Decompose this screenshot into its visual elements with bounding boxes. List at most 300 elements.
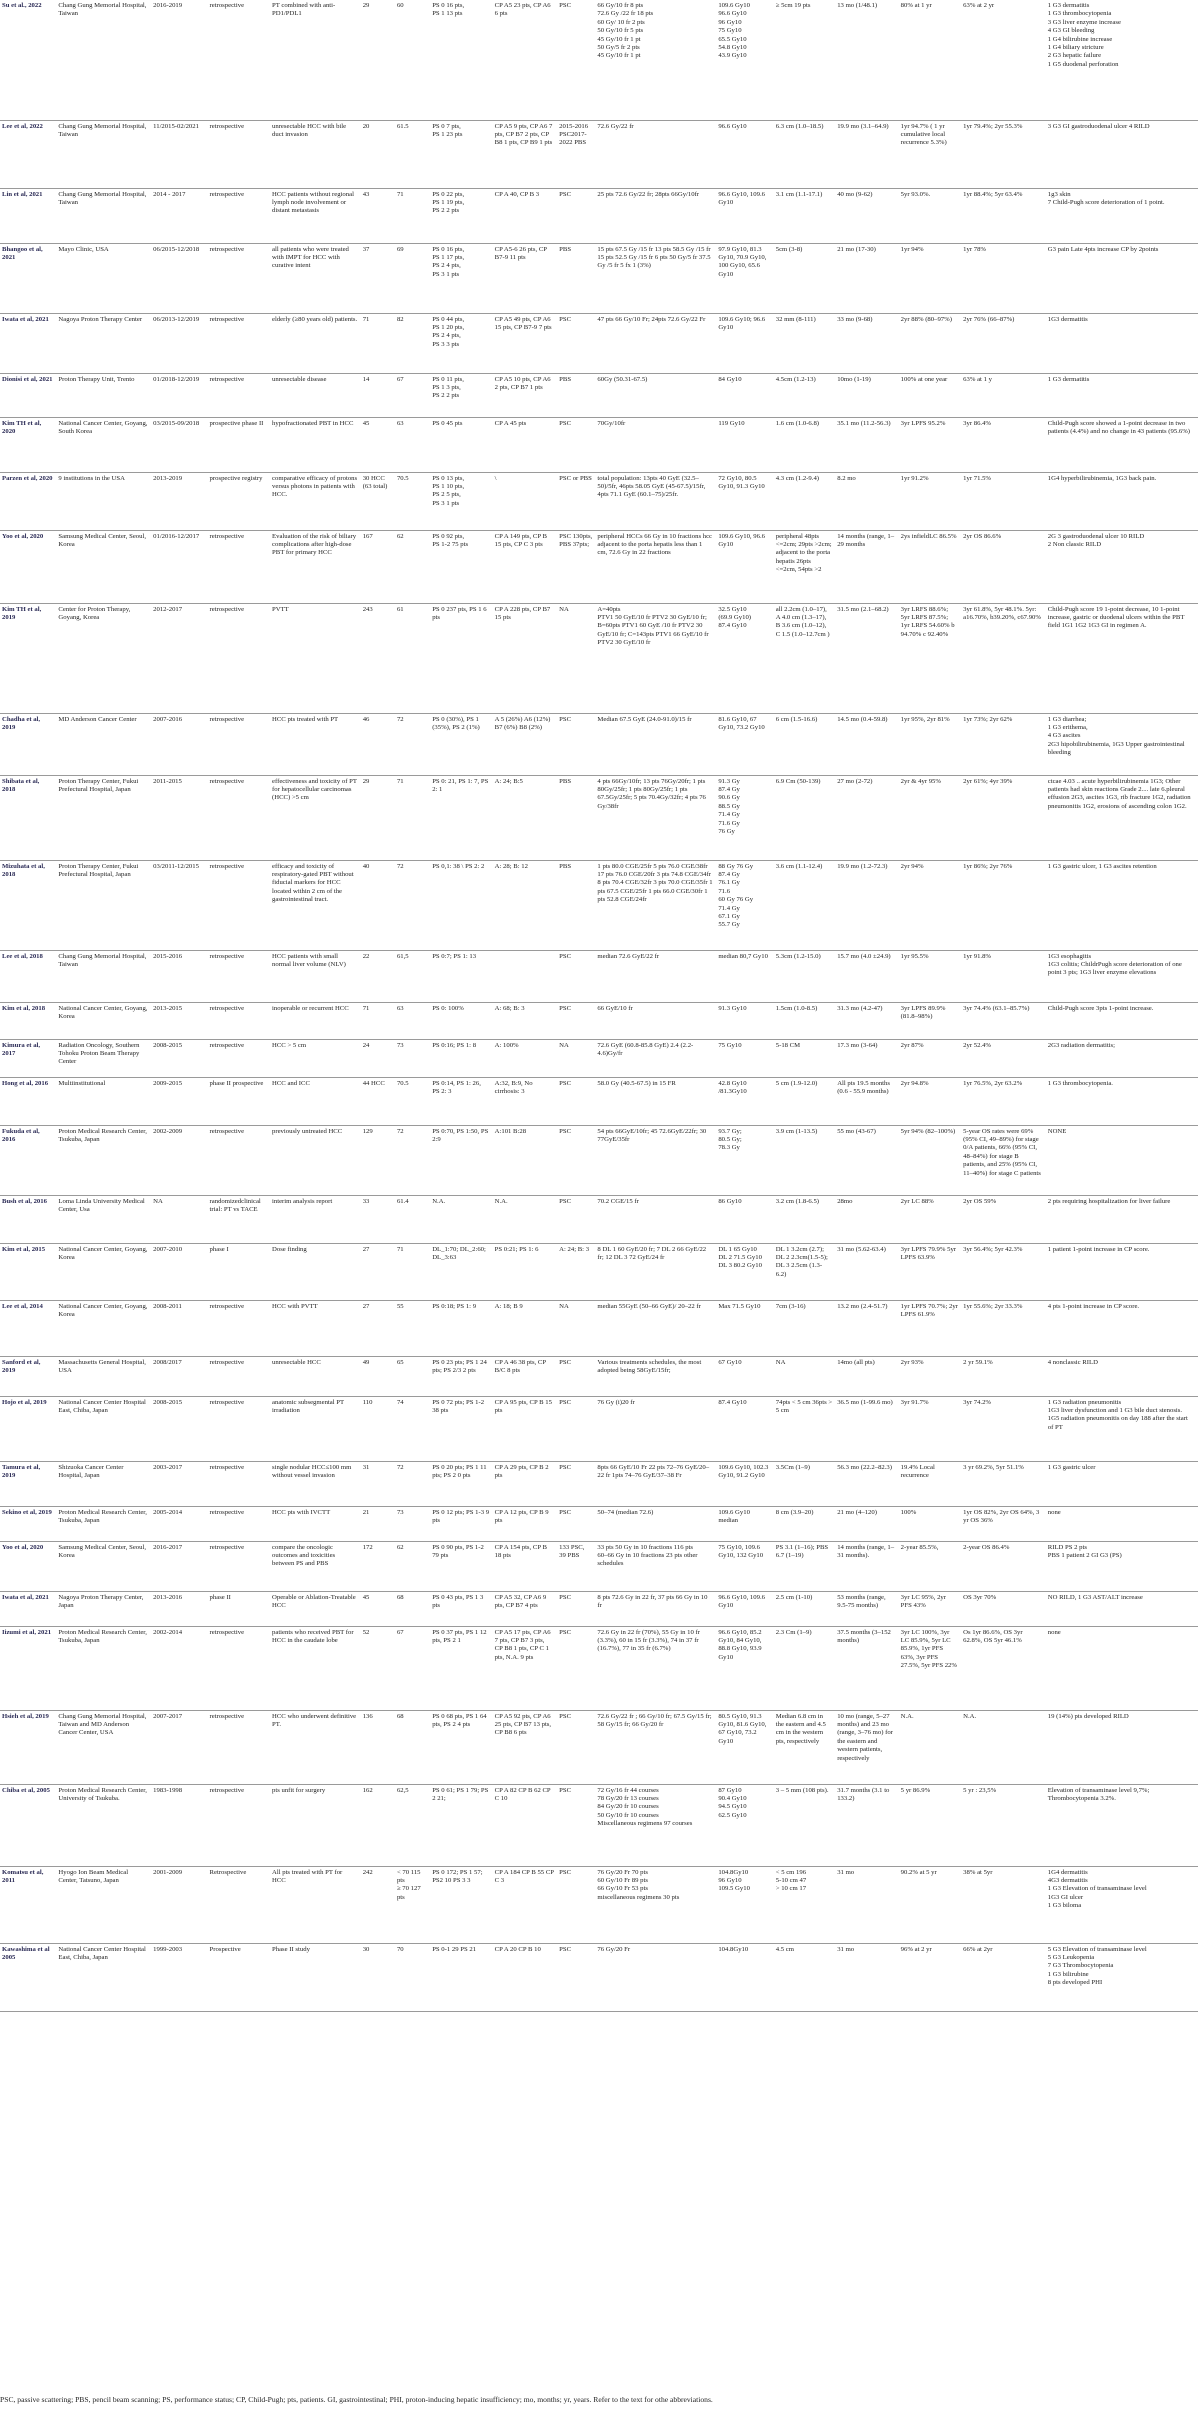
cell-toxicity: NONE [1046,1125,1198,1195]
cell-dose-schedule: median 55GyE (50–66 GyE)/ 20–22 fr [595,1300,716,1356]
cell-follow-up: 19.9 mo (3.1–64.9) [835,120,898,188]
table-row [0,1195,1198,1243]
cell-local-control: 19.4% Local recurrence [899,1461,961,1506]
cell-patients: 45 [361,417,395,472]
cell-performance-status: PS 0 44 pts, PS 1 20 pts, PS 2 4 pts, PS 3 3 pts [430,313,492,373]
cell-technique: PSC [557,1866,595,1943]
cell-age: 72 [395,713,430,775]
table-row [0,1626,1198,1710]
cell-center: Nagoya Proton Therapy Center, Japan [56,1591,151,1626]
cell-study: Mizuhata et al, 2018 [0,860,56,950]
cell-design: retrospective [208,1002,270,1039]
cell-dose-schedule: 72 Gy/16 fr 44 courses 78 Gy/20 fr 13 courses 84 Gy/20 fr 10 courses 50 Gy/10 fr 10 courses Miscellaneous regimens 97 courses [595,1784,716,1866]
cell-patients: 22 [361,950,395,1002]
cell-overall-survival: 2yr OS 59% [961,1195,1046,1243]
cell-dose-schedule: 25 pts 72.6 Gy/22 fr; 28pts 66Gy/10fr [595,188,716,243]
table-row [0,417,1198,472]
cell-tumor-size: 5 cm (1.9-12.0) [774,1077,835,1125]
cell-eqd2: 67 Gy10 [716,1356,773,1396]
cell-eqd2: 109.6 Gy10; 96.6 Gy10 [716,313,773,373]
cell-period: 2013-2015 [151,1002,207,1039]
cell-study: Yoo et al, 2020 [0,530,56,603]
cell-performance-status: PS 0 12 pts; PS 1-3 9 pts [430,1506,492,1541]
table-row [0,1077,1198,1125]
cell-age: 73 [395,1506,430,1541]
cell-dose-schedule: 72.6 GyE (60.8-85.8 GyE) 2.4 (2.2-4.6)Gy/fr [595,1039,716,1077]
cell-center: Center for Proton Therapy, Goyang, Korea [56,603,151,713]
table-row [0,950,1198,1002]
cell-technique: PSC [557,1002,595,1039]
cell-period: 06/2013-12/2019 [151,313,207,373]
cell-toxicity: G3 pain Late 4pts increase CP by 2points [1046,243,1198,313]
cell-toxicity: 1G4 hyperbilirubinemia, 1G3 back pain. [1046,472,1198,530]
cell-dose-schedule: 60Gy (50.31-67.5) [595,373,716,417]
cell-child-pugh: CP A 154 pts, CP B 18 pts [493,1541,557,1591]
cell-follow-up: 28mo [835,1195,898,1243]
cell-technique: PSC [557,0,595,120]
cell-technique: 2015-2016 PSC2017-2022 PBS [557,120,595,188]
cell-age: 62 [395,530,430,603]
cell-patients: 49 [361,1356,395,1396]
cell-child-pugh: A: 68; B: 3 [493,1002,557,1039]
cell-toxicity: 1 G3 thrombocytopenia. [1046,1077,1198,1125]
cell-overall-survival: 66% at 2yr [961,1943,1046,2011]
cell-eqd2: 42.8 Gy10 /81.3Gy10 [716,1077,773,1125]
cell-patients: 40 [361,860,395,950]
cell-population: comparative efficacy of protons versus photons in patients with HCC. [270,472,361,530]
cell-center: Proton Medical Research Center, University of Tsukuba. [56,1784,151,1866]
cell-tumor-size: ≥ 5cm 19 pts [774,0,835,120]
cell-eqd2: Max 71.5 Gy10 [716,1300,773,1356]
cell-local-control: 2-year 85.5%, [899,1541,961,1591]
cell-local-control: 1yr 94% [899,243,961,313]
cell-tumor-size: < 5 cm 196 5-10 cm 47 > 10 cm 17 [774,1866,835,1943]
cell-eqd2: 96.6 Gy10, 109.6 Gy10 [716,188,773,243]
cell-study: Yoo et al, 2020 [0,1541,56,1591]
cell-design: Prospective [208,1943,270,2011]
cell-period: 2007-2016 [151,713,207,775]
cell-toxicity: 5 G3 Elevation of transaminase level 5 G3 Leukopenia 7 G3 Thrombocytopenia 1 G3 bilirubine 8 pts developed PHI [1046,1943,1198,2011]
cell-follow-up: 15.7 mo (4.0 ±24.9) [835,950,898,1002]
cell-child-pugh: CP A5-6 26 pts, CP B7-9 11 pts [493,243,557,313]
cell-local-control: 90.2% at 5 yr [899,1866,961,1943]
table-row [0,1300,1198,1356]
cell-period: 1983-1998 [151,1784,207,1866]
cell-toxicity: Child-Pugh score 19 1-point decrease, 10 1-point increase, gastric or duodenal ulcers within the PBT field 1G1 1G2 1G3 GI in regimen A. [1046,603,1198,713]
table-row [0,1710,1198,1784]
cell-technique: PBS [557,860,595,950]
cell-follow-up: 40 mo (9-62) [835,188,898,243]
cell-performance-status: PS 0 45 pts [430,417,492,472]
cell-patients: 30 HCC (63 total) [361,472,395,530]
cell-study: Hojo et al, 2019 [0,1396,56,1461]
cell-study: Hsieh et al, 2019 [0,1710,56,1784]
cell-technique: A: 24; B: 3 [557,1243,595,1300]
cell-patients: 21 [361,1506,395,1541]
cell-design: prospective phase II [208,417,270,472]
cell-population: elderly (≥80 years old) patients. [270,313,361,373]
cell-patients: 27 [361,1300,395,1356]
cell-technique: PSC [557,950,595,1002]
cell-local-control: 2ys infieldLC 86.5% [899,530,961,603]
cell-patients: 46 [361,713,395,775]
cell-period: 01/2018-12/2019 [151,373,207,417]
cell-performance-status: PS 0 172; PS 1 57; PS2 10 PS 3 3 [430,1866,492,1943]
cell-eqd2: 109.6 Gy10 median [716,1506,773,1541]
cell-local-control: 5yr 93.0%. [899,188,961,243]
cell-follow-up: 55 mo (43-67) [835,1125,898,1195]
table-row [0,1125,1198,1195]
cell-study: Lin et al, 2021 [0,188,56,243]
cell-age: < 70 115 pts ≥ 70 127 pts [395,1866,430,1943]
cell-design: retrospective [208,1461,270,1506]
cell-period: 01/2016-12/2017 [151,530,207,603]
cell-dose-schedule: 76 Gy (i)20 fr [595,1396,716,1461]
cell-patients: 71 [361,1002,395,1039]
cell-toxicity: 1g3 skin 7 Child-Pugh score deterioration of 1 point. [1046,188,1198,243]
cell-patients: 20 [361,120,395,188]
table-row [0,472,1198,530]
cell-technique: PSC [557,1626,595,1710]
cell-age: 67 [395,373,430,417]
cell-follow-up: 13 mo (1/48.1) [835,0,898,120]
cell-population: hypofractionated PBT in HCC [270,417,361,472]
cell-toxicity: none [1046,1506,1198,1541]
cell-design: prospective registry [208,472,270,530]
cell-tumor-size: 5-18 CM [774,1039,835,1077]
cell-study: Dionisi et al, 2021 [0,373,56,417]
cell-design: retrospective [208,1626,270,1710]
cell-tumor-size: NA [774,1356,835,1396]
cell-study: Kim TH et al, 2020 [0,417,56,472]
cell-overall-survival: 2yr 76% (66–87%) [961,313,1046,373]
cell-tumor-size: DL 1 3.2cm (2.7); DL 2 2.3cm(1.5-5); DL 3 2.5cm (1.3-6.2) [774,1243,835,1300]
cell-local-control: 100% at one year [899,373,961,417]
cell-tumor-size: 3.6 cm (1.1-12.4) [774,860,835,950]
cell-overall-survival: 5-year OS rates were 69% (95% CI, 49–89%) for stage 0/A patients, 66% (95% CI, 48–84%) for stage B patients, and 25% (95% CI, 11–40%) for stage C patients [961,1125,1046,1195]
cell-performance-status: PS 0 (30%), PS 1 (35%), PS 2 (1%) [430,713,492,775]
cell-patients: 14 [361,373,395,417]
cell-design: retrospective [208,1300,270,1356]
cell-overall-survival: 1yr 71.5% [961,472,1046,530]
cell-technique: PSC [557,1461,595,1506]
cell-child-pugh: A:32, B:9, No cirrhosis: 3 [493,1077,557,1125]
cell-eqd2: median 80,7 Gy10 [716,950,773,1002]
cell-patients: 136 [361,1710,395,1784]
cell-toxicity: 3 G3 GI gastroduodenal ulcer 4 RILD [1046,120,1198,188]
cell-center: Samsung Medical Center, Seoul, Korea [56,1541,151,1591]
cell-local-control: 3yr LPFS 95.2% [899,417,961,472]
cell-patients: 243 [361,603,395,713]
cell-tumor-size: 5.3cm (1.2-15.0) [774,950,835,1002]
cell-local-control: 96% at 2 yr [899,1943,961,2011]
cell-patients: 45 [361,1591,395,1626]
cell-patients: 30 [361,1943,395,2011]
cell-overall-survival: 1yr OS 82%, 2yr OS 64%, 3 yr OS 36% [961,1506,1046,1541]
cell-overall-survival: 2 yr 59.1% [961,1356,1046,1396]
cell-design: Retrospective [208,1866,270,1943]
cell-tumor-size: 4.5cm (1.2-13) [774,373,835,417]
cell-child-pugh: A:101 B:28 [493,1125,557,1195]
cell-toxicity: 2G3 radiation dermatitis; [1046,1039,1198,1077]
cell-overall-survival: 3yr 86.4% [961,417,1046,472]
cell-age: 70.5 [395,1077,430,1125]
cell-population: Phase II study [270,1943,361,2011]
cell-technique: PSC [557,417,595,472]
cell-design: phase II [208,1591,270,1626]
cell-center: National Cancer Center Hospital East, Chiba, Japan [56,1396,151,1461]
cell-toxicity: 1 G3 dermatitis 1 G3 thrombocytopenia 3 G3 liver enzyme increase 4 G3 GI bleeding 1 G4 bilirubine increase 1 G4 biliary stricture 2 G3 hepatic failure 1 G5 duodenal perforation [1046,0,1198,120]
cell-child-pugh: CP A 45 pts [493,417,557,472]
cell-toxicity: 1 G3 dermatitis [1046,373,1198,417]
cell-study: Iwata et al, 2021 [0,313,56,373]
cell-technique: PSC [557,313,595,373]
cell-technique: 133 PSC, 39 PBS [557,1541,595,1591]
cell-center: Samsung Medical Center, Seoul, Korea [56,530,151,603]
cell-overall-survival: 63% at 2 yr [961,0,1046,120]
cell-eqd2: 93.7 Gy; 80.5 Gy; 78.3 Gy [716,1125,773,1195]
cell-local-control: 2yr 94.8% [899,1077,961,1125]
cell-overall-survival: OS 3yr 70% [961,1591,1046,1626]
cell-design: phase II prospective [208,1077,270,1125]
cell-center: Multiinstitutional [56,1077,151,1125]
cell-period: 03/2015-09/2018 [151,417,207,472]
cell-patients: 162 [361,1784,395,1866]
cell-age: 72 [395,860,430,950]
cell-population: unresectable disease [270,373,361,417]
cell-local-control: 3yr LPFS 79.9% 5yr LPFS 63.9% [899,1243,961,1300]
cell-period: 2003-2017 [151,1461,207,1506]
cell-center: Loma Linda University Medical Center, Usa [56,1195,151,1243]
cell-local-control: 100% [899,1506,961,1541]
cell-tumor-size: 6 cm (1.5-16.6) [774,713,835,775]
cell-population: pts unfit for surgery [270,1784,361,1866]
cell-eqd2: 96.6 Gy10, 109.6 Gy10 [716,1591,773,1626]
cell-toxicity: 1 G3 radiation pneumonitis 1G3 liver dysfunction and 1 G3 bile duct stenosis. 1G5 radiation pneumonitis on day 188 after the start of PT [1046,1396,1198,1461]
cell-dose-schedule: total population: 13pts 40 GyE (32.5–50)/5fr, 46pts 58.05 GyE (45-67.5)/15fr, 4pts 71.1 GyE (60.1–75)/25fr. [595,472,716,530]
cell-period: 11/2015-02/2021 [151,120,207,188]
cell-population: HCC patients without regional lymph node involvement or distant metastasis [270,188,361,243]
cell-follow-up: 14 months (range, 1–29 months [835,530,898,603]
cell-design: retrospective [208,1784,270,1866]
cell-center: Proton Medical Research Center, Tsukuba, Japan [56,1626,151,1710]
cell-center: Proton Therapy Center, Fukui Prefectural Hospital, Japan [56,775,151,860]
cell-dose-schedule: 8 DL 1 60 GyE/20 fr; 7 DL 2 66 GyE/22 fr; 12 DL 3 72 GyE/24 fr [595,1243,716,1300]
cell-technique: PSC [557,1710,595,1784]
cell-population: single nodular HCC≤100 mm without vessel invasion [270,1461,361,1506]
cell-local-control: 1yr 91.2% [899,472,961,530]
cell-study: Chadha et al, 2019 [0,713,56,775]
cell-local-control: 2yr & 4yr 95% [899,775,961,860]
cell-dose-schedule: peripheral HCCs 66 Gy in 10 fractions hcc adjacent to the porta hepatis less than 1 cm, 72.6 Gy in 22 fractions [595,530,716,603]
cell-dose-schedule: 72.6 Gy/22 fr [595,120,716,188]
cell-dose-schedule: A=40pts PTV1 50 GyE/10 fr PTV2 30 GyE/10 fr; B=60pts PTV1 60 GyE /10 fr PTV2 30 GyE/10 fr; C=143pts PTV1 66 GyE/10 fr PTV2 30 GyE/10 fr [595,603,716,713]
cell-design: retrospective [208,188,270,243]
cell-study: Lee et al, 2014 [0,1300,56,1356]
cell-center: Chang Gung Memorial Hospital, Taiwan [56,950,151,1002]
cell-dose-schedule: 70Gy/10fr [595,417,716,472]
table-row [0,188,1198,243]
cell-local-control: 3yr LRFS 88.6%; 5yr LRFS 87.5%; 1yr LRFS 54.60% b 94.70% c 92.40% [899,603,961,713]
cell-population: efficacy and toxicity of respiratory-gated PBT without fiducial markers for HCC located within 2 cm of the gastrointestinal tract. [270,860,361,950]
cell-patients: 52 [361,1626,395,1710]
cell-eqd2: 81.6 Gy10, 67 Gy10, 73.2 Gy10 [716,713,773,775]
cell-child-pugh: CP A 228 pts, CP B7 15 pts [493,603,557,713]
cell-follow-up: 8.2 mo [835,472,898,530]
cell-center: National Cancer Center, Goyang, South Korea [56,417,151,472]
cell-toxicity: ctcae 4.03 .. acute hyperbilirubinemia 1G3; Other patients had skin reactions Grade 2.... late 6.pleural effusion 2G3, ascites 1G3, rib fracture 1G2, radiation pneumonitis 1G2, erosions of ascending colon 1G2. [1046,775,1198,860]
cell-design: retrospective [208,120,270,188]
cell-period: 2014 - 2017 [151,188,207,243]
cell-follow-up: 14mo (all pts) [835,1356,898,1396]
table-row [0,313,1198,373]
cell-center: Chang Gung Memorial Hospital, Taiwan [56,120,151,188]
cell-age: 71 [395,188,430,243]
cell-population: Evaluation of the risk of biliary complications after high-dose PBT for primary HCC [270,530,361,603]
cell-patients: 27 [361,1243,395,1300]
cell-toxicity: 1G3 dermatitis [1046,313,1198,373]
cell-overall-survival: 1yr 73%; 2yr 62% [961,713,1046,775]
cell-study: Kimura et al, 2017 [0,1039,56,1077]
cell-population: patients who received PBT for HCC in the caudate lobe [270,1626,361,1710]
cell-study: Sekino et al, 2019 [0,1506,56,1541]
cell-patients: 129 [361,1125,395,1195]
cell-eqd2: 96.6 Gy10, 85.2 Gy10, 84 Gy10, 88.8 Gy10, 93.9 Gy10 [716,1626,773,1710]
cell-follow-up: 10 mo (range, 5–27 months) and 23 mo (range, 3–76 mo) for the eastern and western patients, respectively [835,1710,898,1784]
cell-center: Massachusetts General Hospital, USA [56,1356,151,1396]
cell-dose-schedule: Various treatments schedules, the most adopted being 58GyE/15fr; [595,1356,716,1396]
cell-follow-up: 14.5 mo (0.4-59.8) [835,713,898,775]
cell-patients: 242 [361,1866,395,1943]
cell-technique: PBS [557,373,595,417]
cell-overall-survival: 2yr 52.4% [961,1039,1046,1077]
cell-tumor-size: peripheral 48pts <=2cm; 29pts >2cm; adjacent to the porta hepatis 26pts <=2cm, 54pts >2 [774,530,835,603]
cell-patients: 110 [361,1396,395,1461]
cell-overall-survival: Os 1yr 86.6%, OS 3yr 62.8%, OS 5yr 46.1% [961,1626,1046,1710]
cell-child-pugh: A: 28; B: 12 [493,860,557,950]
cell-design: retrospective [208,1541,270,1591]
cell-period: 2016-2017 [151,1541,207,1591]
cell-technique: PSC or PBS [557,472,595,530]
cell-local-control: N.A. [899,1710,961,1784]
cell-technique: PSC [557,1784,595,1866]
cell-overall-survival: 2-year OS 86.4% [961,1541,1046,1591]
table-row [0,243,1198,313]
cell-tumor-size: 3.2 cm (1.8-6.5) [774,1195,835,1243]
cell-population: HCC > 5 cm [270,1039,361,1077]
cell-tumor-size: 4.5 cm [774,1943,835,2011]
cell-tumor-size: PS 3.1 (1–16); PBS 6.7 (1–19) [774,1541,835,1591]
cell-child-pugh: \ [493,472,557,530]
cell-period: NA [151,1195,207,1243]
cell-eqd2: 75 Gy10 [716,1039,773,1077]
cell-performance-status: PS 0:18; PS 1: 9 [430,1300,492,1356]
cell-follow-up: 27 mo (2-72) [835,775,898,860]
cell-technique: PBS [557,775,595,860]
cell-toxicity: 1G3 esophagitis 1G3 colitis; ChildrPugh score deterioration of one point 3 pts; 1G3 liver enzyme elevations [1046,950,1198,1002]
cell-tumor-size: 3.9 cm (1-13.5) [774,1125,835,1195]
cell-child-pugh: CP A5 10 pts, CP A6 2 pts, CP B7 1 pts [493,373,557,417]
table-row [0,1506,1198,1541]
cell-local-control: 1yr 94.7% ( 1 yr cumulative local recurrence 5.3%) [899,120,961,188]
cell-performance-status: PS 0 22 pts, PS 1 19 pts, PS 2 2 pts [430,188,492,243]
cell-center: Proton Therapy Center, Fukui Prefectural Hospital, Japan [56,860,151,950]
table-row [0,1396,1198,1461]
table-row [0,1866,1198,1943]
cell-follow-up: 17.3 mo (3-64) [835,1039,898,1077]
cell-population: inoperable or recurrent HCC [270,1002,361,1039]
cell-child-pugh: CP A5 17 pts, CP A6 7 pts, CP B7 3 pts, CP B8 1 pts, CP C 1 pts, N.A. 9 pts [493,1626,557,1710]
cell-dose-schedule: 66 GyE/10 fr [595,1002,716,1039]
cell-child-pugh: CP A 12 pts, CP B 9 pts [493,1506,557,1541]
cell-age: 70 [395,1943,430,2011]
cell-population: anatomic subsegmental PT irradiation [270,1396,361,1461]
table-row [0,1943,1198,2011]
cell-dose-schedule: 66 Gy/10 fr 8 pts 72.6 Gy /22 fr 18 pts 60 Gy/ 10 fr 2 pts 50 Gy/10 fr 5 pts 45 Gy/10 fr 1 pt 50 Gy/5 fr 2 pts 45 Gy/10 fr 1 pt [595,0,716,120]
cell-follow-up: 35.1 mo (11.2-56.3) [835,417,898,472]
cell-age: 55 [395,1300,430,1356]
cell-local-control: 1yr 95.5% [899,950,961,1002]
cell-age: 65 [395,1356,430,1396]
cell-local-control: 2yr 87% [899,1039,961,1077]
cell-performance-status: PS 0 7 pts, PS 1 23 pts [430,120,492,188]
cell-performance-status: PS 0 23 pts; PS 1 24 pts; PS 2/3 2 pts [430,1356,492,1396]
cell-design: retrospective [208,603,270,713]
cell-dose-schedule: Median 67.5 GyE (24.0-91.0)/15 fr [595,713,716,775]
cell-eqd2: DL 1 65 Gy10 DL 2 71.5 Gy10 DL 3 80.2 Gy10 [716,1243,773,1300]
cell-local-control: 2yr 88% (80–97%) [899,313,961,373]
cell-tumor-size: 5cm (3-8) [774,243,835,313]
cell-performance-status: PS 0 16 pts, PS 1 17 pts, PS 2 4 pts, PS 3 1 pts [430,243,492,313]
cell-toxicity: Elevation of transaminase level 9,7%; Thrombocytopenia 3.2%. [1046,1784,1198,1866]
cell-design: retrospective [208,1506,270,1541]
cell-technique: PBS [557,243,595,313]
cell-tumor-size: 1.5cm (1.0-8.5) [774,1002,835,1039]
cell-study: Iizumi et al, 2021 [0,1626,56,1710]
cell-design: retrospective [208,1396,270,1461]
table-row [0,1461,1198,1506]
cell-follow-up: 31 mo [835,1943,898,2011]
cell-follow-up: 31.7 months (3.1 to 133.2) [835,1784,898,1866]
cell-follow-up: 33 mo (9-68) [835,313,898,373]
cell-dose-schedule: 72.6 Gy/22 fr ; 66 Gy/10 fr; 67.5 Gy/15 fr; 58 Gy/15 fr; 66 Gy/20 fr [595,1710,716,1784]
cell-period: 2007-2017 [151,1710,207,1784]
cell-toxicity: Child-Pugh score showed a 1-point decrease in two patients (4.4%) and no change in 43 patients (95.6%) [1046,417,1198,472]
cell-follow-up: 56.3 mo (22.2–82.3) [835,1461,898,1506]
cell-population: compare the oncologic outcomes and toxicities between PS and PBS [270,1541,361,1591]
cell-overall-survival: 3yr 74.2% [961,1396,1046,1461]
cell-follow-up: 36.5 mo (1-99.6 mo) [835,1396,898,1461]
cell-local-control: 2yr LC 88% [899,1195,961,1243]
cell-performance-status: PS 0-1 29 PS 21 [430,1943,492,2011]
table-row [0,373,1198,417]
table-row [0,1039,1198,1077]
cell-eqd2: 91.3 Gy10 [716,1002,773,1039]
cell-dose-schedule: 70.2 CGE/15 fr [595,1195,716,1243]
cell-design: retrospective [208,1356,270,1396]
cell-design: retrospective [208,1039,270,1077]
cell-performance-status: PS 0 68 pts, PS 1 64 pts, PS 2 4 pts [430,1710,492,1784]
cell-eqd2: 96.6 Gy10 [716,120,773,188]
cell-technique: PSC [557,1356,595,1396]
cell-period: 2002-2009 [151,1125,207,1195]
cell-population: HCC patients with small normal liver volume (NLV) [270,950,361,1002]
cell-local-control: 3yr LPFS 89.9% (81.8–98%) [899,1002,961,1039]
cell-tumor-size: 3 – 5 mm (108 pts). [774,1784,835,1866]
cell-child-pugh: N.A. [493,1195,557,1243]
cell-child-pugh: CP A5 49 pts, CP A6 15 pts, CP B7-9 7 pts [493,313,557,373]
cell-child-pugh: A: 24; B:5 [493,775,557,860]
